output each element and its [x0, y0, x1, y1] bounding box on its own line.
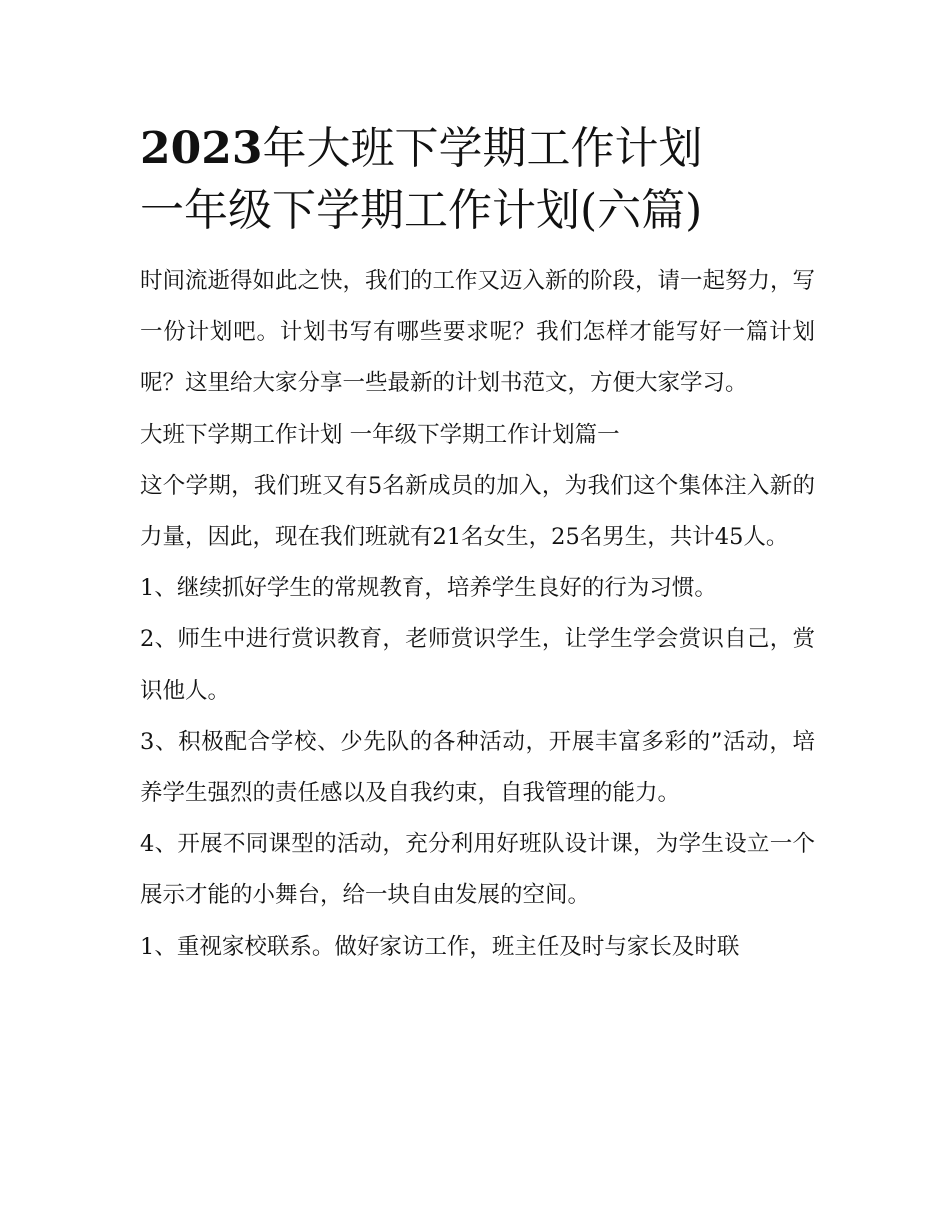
document-title	[140, 118, 815, 242]
list-item-5: 1、重视家校联系。做好家访工作，班主任及时与家长及时联	[140, 933, 740, 960]
list-item-3: 3、积极配合学校、少先队的各种活动，开展丰富多彩的”活动，培养学生强烈的责任感以及自我约束，自我管理的能力。	[140, 728, 815, 807]
list-item-1: 1、继续抓好学生的常规教育，培养学生良好的行为习惯。	[140, 575, 717, 602]
title-line-2: 一年级下学期工作计划(六篇)	[140, 185, 703, 236]
section-heading: 大班下学期工作计划 一年级下学期工作计划篇一	[140, 421, 620, 448]
list-item-2: 2、师生中进行赏识教育，老师赏识学生，让学生学会赏识自己，赏识他人。	[140, 626, 815, 704]
title-line-1-text: 年大班下学期工作计划	[262, 123, 703, 174]
document-body	[140, 256, 815, 973]
list-item-4: 4、开展不同课型的活动，充分利用好班队设计课，为学生设立一个展示才能的小舞台，给一块自由发展的空间。	[140, 831, 815, 909]
title-year: 2023	[140, 123, 263, 174]
class-overview-paragraph: 这个学期，我们班又有5名新成员的加入，为我们这个集体注入新的力量，因此，现在我们班就有21名女生，25名男生，共计45人。	[140, 472, 815, 551]
document-content	[140, 118, 815, 973]
title-line-1	[140, 118, 815, 180]
intro-paragraph: 时间流逝得如此之快，我们的工作又迈入新的阶段，请一起努力，写一份计划吧。计划书写有哪些要求呢？我们怎样才能写好一篇计划呢？这里给大家分享一些最新的计划书范文，方便大家学习。	[140, 268, 816, 397]
